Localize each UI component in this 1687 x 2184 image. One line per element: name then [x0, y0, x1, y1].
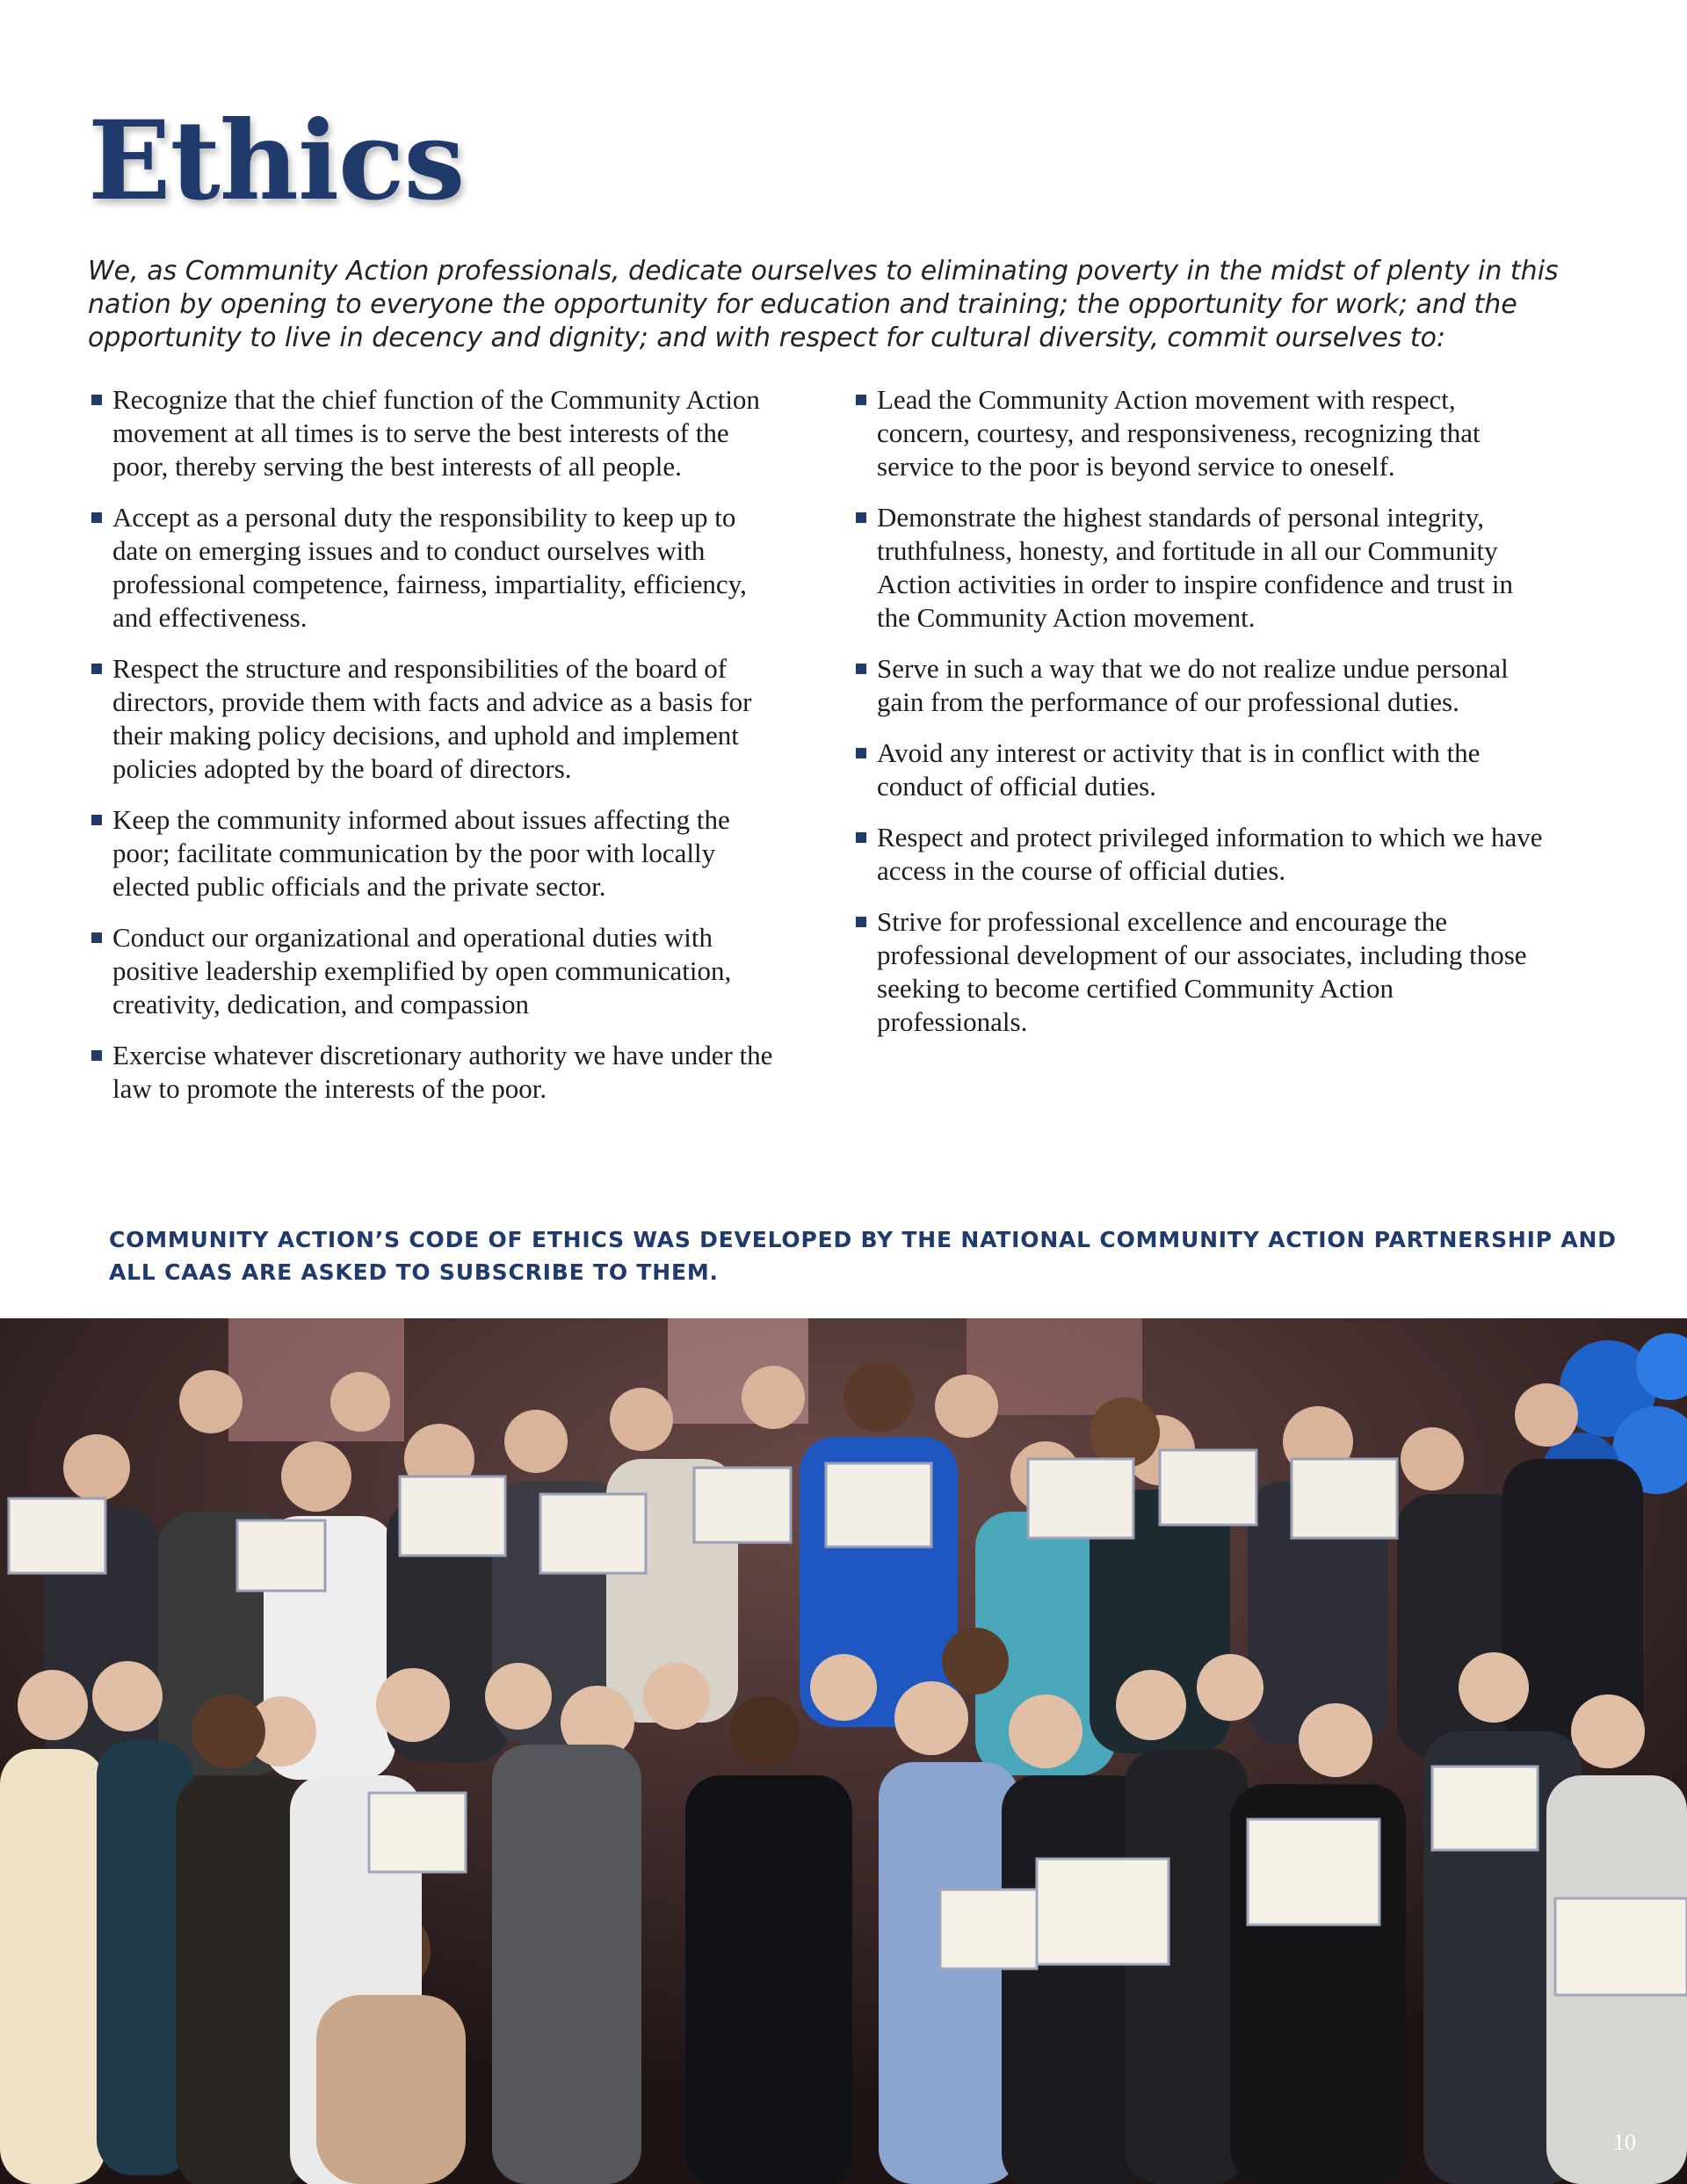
ethics-item — [856, 652, 1550, 719]
group-photo-illustration — [0, 1318, 1687, 2184]
square-bullet-icon — [856, 917, 866, 927]
square-bullet-icon — [91, 1050, 102, 1061]
ethics-item — [856, 821, 1550, 888]
ethics-item — [856, 383, 1550, 483]
square-bullet-icon — [856, 832, 866, 843]
ethics-item-text: Respect the structure and responsibilities of the board of directors, provide them with facts and advice as a basis for their making policy decisions, and uphold and implement policies adopted by the board of directors. — [112, 653, 752, 784]
ethics-item — [91, 1039, 777, 1106]
ethics-item-text: Avoid any interest or activity that is in conflict with the conduct of official duties. — [877, 737, 1481, 802]
ethics-item — [856, 736, 1550, 803]
square-bullet-icon — [91, 664, 102, 674]
intro-paragraph: We, as Community Action professionals, dedicate ourselves to eliminating poverty in the midst of plenty in this nation by opening to everyone the opportunity for education and training; the opportunity for work; and the opportunity to live in decency and dignity; and with respect for cultural diversity, commit ourselves to: — [88, 256, 1559, 353]
ethics-item — [91, 501, 777, 635]
ethics-item-text: Recognize that the chief function of the Community Action movement at all times is to serve the best interests of the poor, thereby serving the best interests of all people. — [112, 384, 760, 482]
square-bullet-icon — [856, 395, 866, 405]
ethics-item — [91, 803, 777, 903]
code-of-ethics-note: COMMUNITY ACTION’S CODE OF ETHICS WAS DEVELOPED BY THE NATIONAL COMMUNITY ACTION PARTNERSHIP AND ALL CAAS ARE ASKED TO SUBSCRIBE TO THEM. — [109, 1227, 1617, 1285]
square-bullet-icon — [91, 395, 102, 405]
ethics-item-text: Strive for professional excellence and encourage the professional development of our associates, including those seeking to become certified Community Action professionals. — [877, 906, 1527, 1037]
ethics-item — [856, 905, 1550, 1039]
ethics-item-text: Exercise whatever discretionary authority we have under the law to promote the interests of the poor. — [112, 1040, 773, 1104]
page-title: Ethics — [88, 98, 465, 225]
square-bullet-icon — [91, 815, 102, 825]
ethics-item-text: Keep the community informed about issues affecting the poor; facilitate communication by the poor with locally elected public officials and the private sector. — [112, 804, 730, 902]
page-number: 10 — [1613, 2130, 1636, 2155]
square-bullet-icon — [91, 932, 102, 943]
ethics-item-text: Conduct our organizational and operational duties with positive leadership exemplified by open communication, creativity, dedication, and compassion — [112, 922, 732, 1019]
ethics-item — [856, 501, 1550, 635]
ethics-item-text: Accept as a personal duty the responsibility to keep up to date on emerging issues and to conduct ourselves with professional competence, fairness, impartiality, efficiency, and effectiveness. — [112, 502, 747, 633]
ethics-item-text: Demonstrate the highest standards of personal integrity, truthfulness, honesty, and fortitude in all our Community Action activities in order to inspire confidence and trust in the Community Action movement. — [877, 502, 1513, 633]
ethics-item-text: Respect and protect privileged information to which we have access in the course of official duties. — [877, 822, 1543, 886]
square-bullet-icon — [856, 748, 866, 758]
ethics-item — [91, 652, 777, 786]
ethics-item-text: Lead the Community Action movement with respect, concern, courtesy, and responsiveness, recognizing that service to the poor is beyond service to oneself. — [877, 384, 1481, 482]
square-bullet-icon — [856, 512, 866, 523]
ethics-item — [91, 383, 777, 483]
group-photo — [0, 1318, 1687, 2184]
square-bullet-icon — [856, 664, 866, 674]
ethics-item-text: Serve in such a way that we do not realize undue personal gain from the performance of our professional duties. — [877, 653, 1509, 717]
ethics-list-right — [856, 383, 1550, 1056]
ethics-item — [91, 921, 777, 1021]
ethics-list-left — [91, 383, 777, 1123]
square-bullet-icon — [91, 512, 102, 523]
